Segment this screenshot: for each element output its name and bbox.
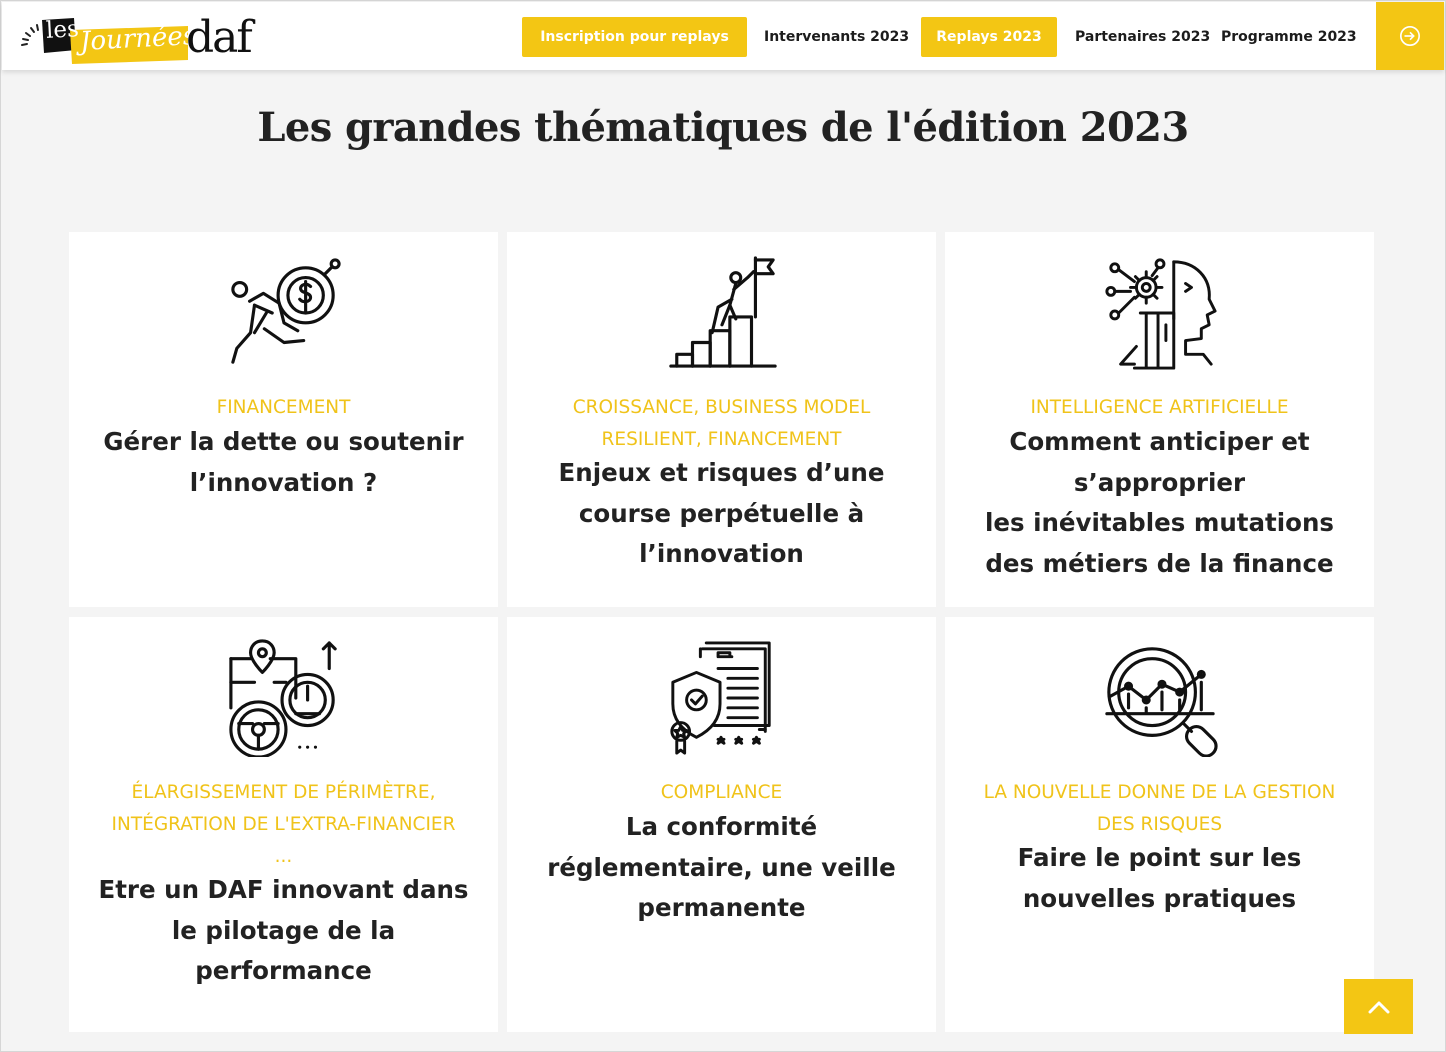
scroll-top-button[interactable] xyxy=(1344,979,1413,1034)
theme-headline: Gérer la dette ou soutenir l’innovation ? xyxy=(103,427,464,497)
theme-card-financement[interactable] xyxy=(69,232,498,607)
nav-replays-button[interactable]: Replays 2023 xyxy=(921,17,1057,57)
theme-card-croissance[interactable] xyxy=(507,232,936,607)
nav-inscription-button[interactable]: Inscription pour replays xyxy=(522,17,747,57)
page-title: Les grandes thématiques de l'édition 2023 xyxy=(257,104,1189,151)
theme-tag: INTELLIGENCE ARTIFICIELLE xyxy=(1030,397,1289,418)
theme-headline: Etre un DAF innovant dans le pilotage de la performance xyxy=(98,875,469,985)
theme-tag: COMPLIANCE xyxy=(660,782,783,803)
sign-in-icon xyxy=(1399,25,1421,47)
login-button[interactable] xyxy=(1376,2,1444,70)
theme-headline: Enjeux et risques d’une course perpétuelle à l’innovation xyxy=(558,458,885,568)
theme-card-risques[interactable] xyxy=(945,617,1374,1032)
site-logo[interactable] xyxy=(18,14,250,66)
nav-intervenants-link[interactable]: Intervenants 2023 xyxy=(764,29,910,45)
debt-burden-icon xyxy=(225,254,343,372)
theme-headline: Comment anticiper et s’approprier les inévitables mutations des métiers de la finance xyxy=(984,427,1335,578)
compliance-document-icon xyxy=(663,639,781,757)
theme-tag: LA NOUVELLE DONNE DE LA GESTION DES RISQUES xyxy=(983,782,1336,835)
site-header xyxy=(2,2,1444,70)
theme-card-perimetre[interactable] xyxy=(69,617,498,1032)
theme-tag: ÉLARGISSEMENT DE PÉRIMÈTRE, INTÉGRATION DE L'EXTRA-FINANCIER ... xyxy=(111,782,456,867)
nav-programme-link[interactable]: Programme 2023 xyxy=(1221,29,1357,45)
theme-headline: Faire le point sur les nouvelles pratiques xyxy=(1017,843,1302,913)
theme-headline: La conformité réglementaire, une veille permanente xyxy=(547,812,896,922)
ai-brain-icon xyxy=(1101,254,1219,372)
logo-journees: Journées xyxy=(79,20,197,58)
risk-analysis-icon xyxy=(1101,639,1219,757)
chevron-up-icon xyxy=(1368,1000,1390,1014)
logo-daf: daf xyxy=(186,12,251,63)
logo-les: les xyxy=(45,16,80,44)
nav-partenaires-link[interactable]: Partenaires 2023 xyxy=(1075,29,1211,45)
theme-tag: CROISSANCE, BUSINESS MODEL RESILIENT, FINANCEMENT xyxy=(572,397,871,450)
theme-card-compliance[interactable] xyxy=(507,617,936,1032)
growth-summit-icon xyxy=(663,254,781,372)
theme-card-ia[interactable] xyxy=(945,232,1374,607)
steering-dashboard-icon xyxy=(225,639,343,757)
theme-tag: FINANCEMENT xyxy=(216,397,351,418)
